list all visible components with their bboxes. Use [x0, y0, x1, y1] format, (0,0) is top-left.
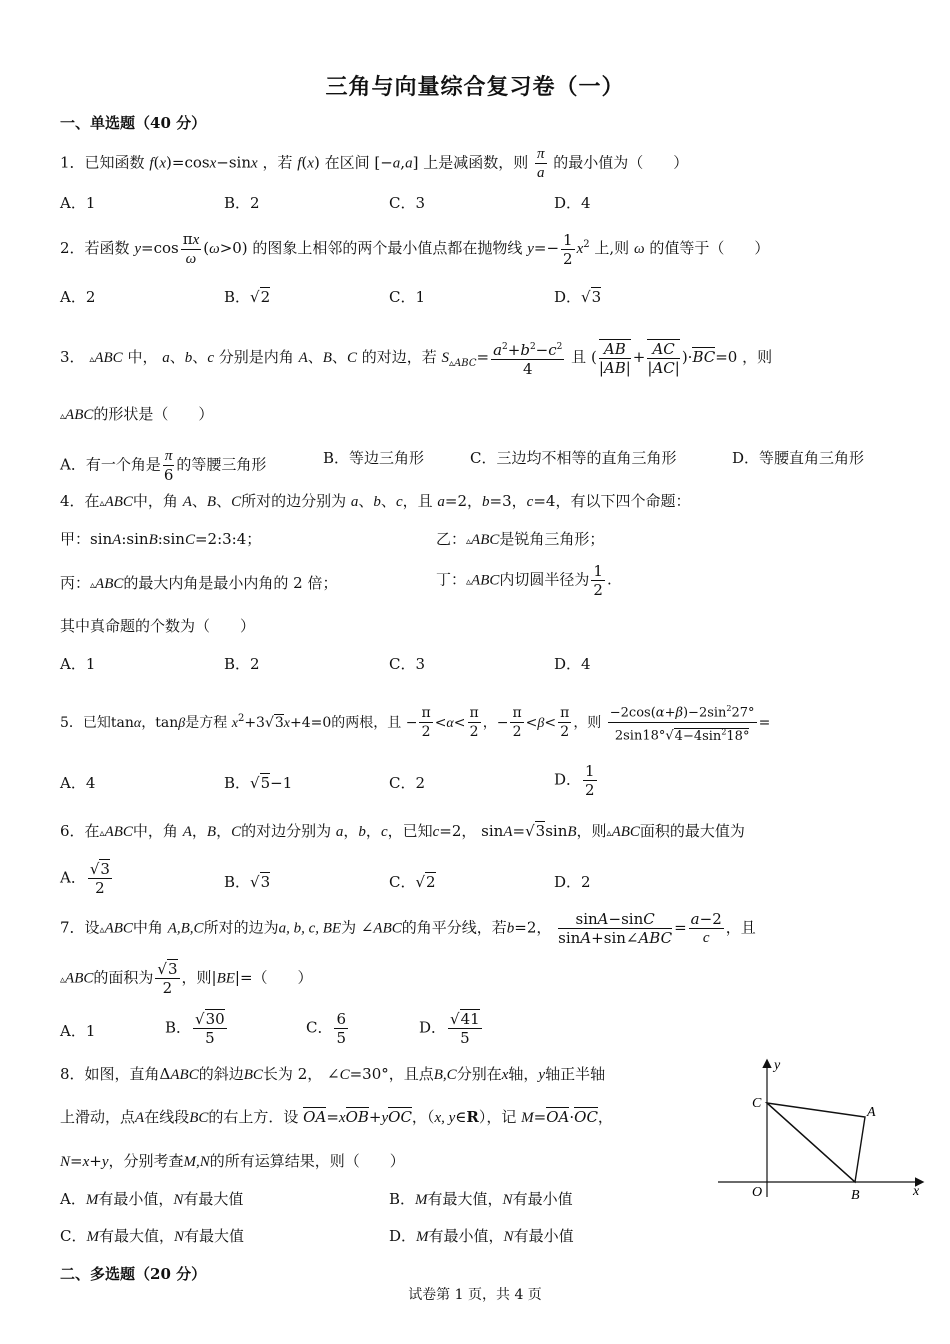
q2-option-c: C．1: [389, 288, 426, 306]
q3-option-c: C．三边均不相等的直角三角形: [470, 449, 677, 467]
q7-option-c: C． $\frac{6}{5}$: [306, 1010, 347, 1047]
q6-option-a: A． $\frac{√3}{2}$: [60, 860, 110, 897]
q1-option-b: B．2: [224, 194, 260, 212]
question-7-line2: ▵ABC的面积为 $\frac{√3}{2}$ ，则|BE|=（ ）: [60, 960, 313, 997]
q2-option-b: B．√2: [224, 288, 271, 306]
q1-option-c: C．3: [389, 194, 426, 212]
section-heading-multi-choice: 二、多选题（20 分）: [60, 1265, 207, 1283]
q7-option-a: A．1: [60, 1022, 96, 1040]
q2-option-a: A．2: [60, 288, 96, 306]
q2-option-d: D．√3: [554, 288, 602, 306]
question-7: 7．设▵ABC中角 A,B,C所对的边为a, b, c, BE为 ∠ABC的角平分线，若b=2， sinA−sinC sinA+sin∠ABC = $\frac{a-2}{c}$ ，且: [60, 910, 756, 947]
question-5: 5．已知tanα，tanβ是方程 $x^2+3√3x+4=0$的两根，且 − $\frac{\pi}{2}$ <α< $\frac{\pi}{2}$ ，− $\frac{\pi}{2}$ <β< $\frac{\pi}{2}$ ，则 $\frac{-2\cos(\alpha+\beta)-2\sin^227^\circ}{2\sin 18^\circ√4-4\sin^218^\circ}$ =: [60, 700, 770, 746]
q4-option-d: D．4: [554, 655, 591, 673]
label-o: O: [752, 1185, 763, 1200]
q4-option-b: B．2: [224, 655, 260, 673]
label-y: y: [774, 1058, 781, 1073]
q5-option-c: C．2: [389, 774, 426, 792]
q3-option-d: D．等腰直角三角形: [732, 449, 865, 467]
q4-option-c: C．3: [389, 655, 426, 673]
section-heading-single-choice: 一、单选题（40 分）: [60, 114, 207, 132]
label-b: B: [851, 1188, 860, 1203]
q4-option-a: A．1: [60, 655, 96, 673]
q5-option-d: D． $\frac{1}{2}$: [554, 762, 595, 799]
question-3: 3． ▵ABC 中， a、b、c 分别是内角 A、B、C 的对边，若 $S_{▵ABC}=$ $\frac{a^2+b^2-c^2}{4}$ 且 ( $\frac{AB}{|AB|}$ + $\frac{AC}{|AC|}$ )·BC=0 ，则: [60, 340, 773, 378]
q6-option-c: C．√2: [389, 873, 436, 891]
q5-option-b: B．√5−1: [224, 774, 293, 792]
q4-statement-jia: 甲：sinA:sinB:sinC=2:3:4；: [60, 530, 262, 548]
question-4: 4．在▵ABC中，角 A、B、C所对的边分别为 a、b、c，且 a=2，b=3，c=4，有以下四个命题：: [60, 492, 691, 510]
q7-option-d: D． $\frac{√41}{5}$: [419, 1010, 480, 1047]
q3-option-a: A．有一个角是 $\frac{\pi}{6}$ 的等腰三角形: [60, 448, 267, 484]
label-x: x: [913, 1184, 920, 1199]
question-8-line3: N=x+y，分别考查M,N的所有运算结果，则（ ）: [60, 1152, 405, 1170]
q5-option-a: A．4: [60, 774, 96, 792]
q4-question: 其中真命题的个数为（ ）: [60, 617, 256, 635]
q8-option-d: D．M有最小值，N有最小值: [389, 1227, 574, 1245]
question-2: 2．若函数 y=cos $\frac{\pi x}{\omega}$ (ω>0) 的图象上相邻的两个最小值点都在抛物线 y=− $\frac{1}{2}$ $x^2$ 上,则 ω 的值等于（ ）: [60, 230, 770, 268]
q4-statement-ding: 丁：▵ABC内切圆半径为 $\frac{1}{2}$ .: [436, 562, 612, 599]
question-1: 1．已知函数 f(x)=cosx−sinx ，若 f(x) 在区间 [−a,a] 上是减函数，则 $\frac{\pi}{a}$ 的最小值为（ ）: [60, 146, 689, 181]
label-a: A: [867, 1105, 876, 1120]
question-8-line2: 上滑动，点A在线段BC的右上方．设 OA=xOB+yOC，（x, y∈R），记 M=OA·OC，: [60, 1108, 613, 1126]
question-8: 8．如图，直角ΔABC的斜边BC长为 2， ∠C=30°，且点B,C分别在x轴，y轴正半轴: [60, 1065, 606, 1083]
q8-option-c: C．M有最大值，N有最大值: [60, 1227, 245, 1245]
question-3-line2: ▵ABC的形状是（ ）: [60, 405, 214, 423]
triangle-abc: [767, 1103, 865, 1182]
question-6: 6．在▵ABC中，角 A，B，C的对边分别为 a，b，c，已知c=2， sinA=√3sinB，则▵ABC面积的最大值为: [60, 822, 745, 840]
q4-statement-yi: 乙：▵ABC是锐角三角形；: [436, 530, 605, 548]
q3-option-b: B．等边三角形: [323, 449, 425, 467]
q6-option-b: B．√3: [224, 873, 271, 891]
q1-option-d: D．4: [554, 194, 591, 212]
q4-statement-bing: 丙：▵ABC的最大内角是最小内角的 2 倍；: [60, 574, 338, 592]
q1-option-a: A．1: [60, 194, 96, 212]
q7-option-b: B． $\frac{√30}{5}$: [165, 1010, 225, 1047]
page-footer: 试卷第 1 页，共 4 页: [408, 1287, 542, 1303]
label-c: C: [752, 1096, 762, 1111]
page-title: 三角与向量综合复习卷（一）: [325, 74, 625, 100]
q8-option-a: A．M有最小值，N有最大值: [60, 1190, 244, 1208]
q8-figure: [712, 1055, 927, 1205]
q8-option-b: B．M有最大值，N有最小值: [389, 1190, 573, 1208]
segment-bc: [767, 1103, 855, 1182]
q6-option-d: D．2: [554, 873, 591, 891]
